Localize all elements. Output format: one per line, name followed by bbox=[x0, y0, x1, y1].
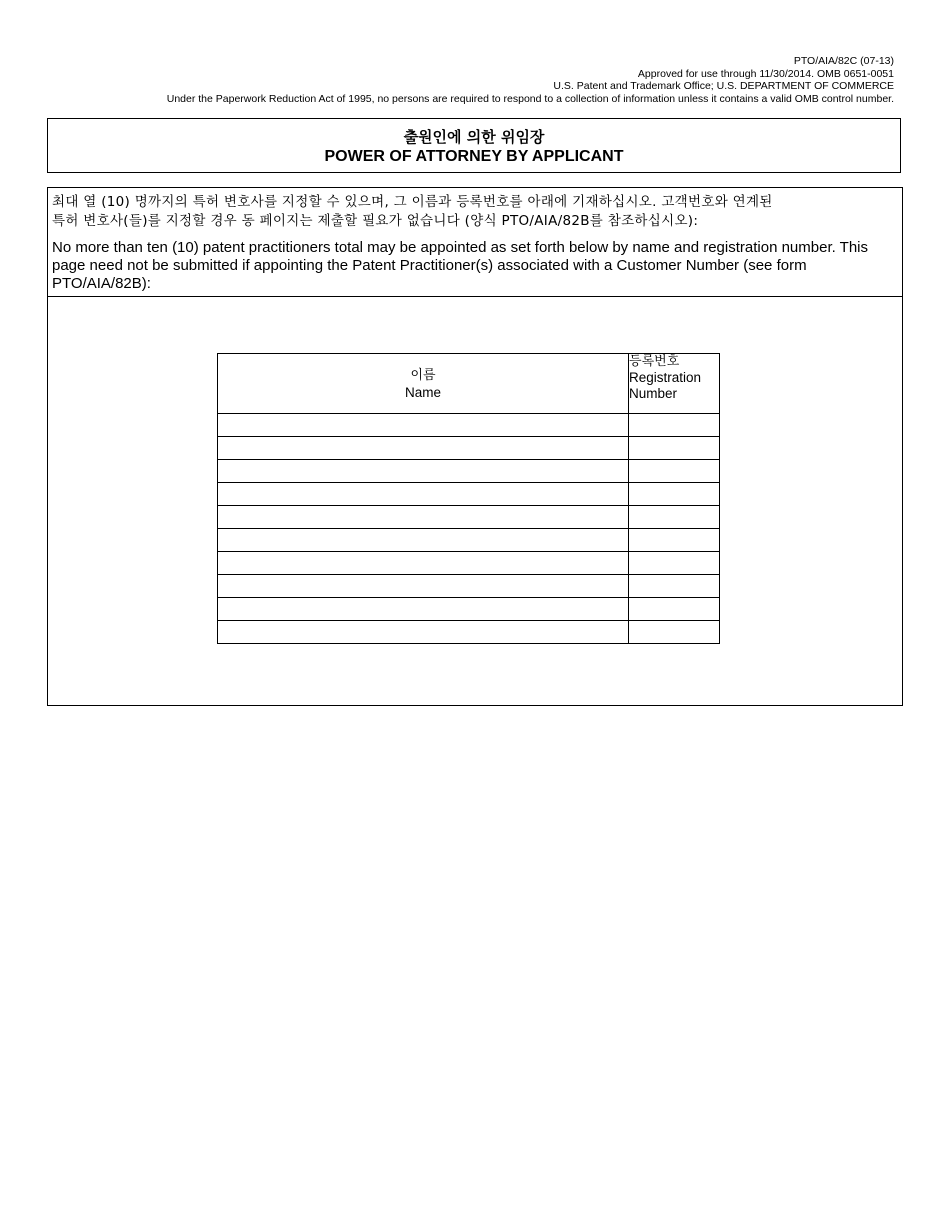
paperwork-notice: Under the Paperwork Reduction Act of 1995, no persons are required to respond to a collection of information unless it contains a valid OMB control number. bbox=[166, 92, 894, 105]
name-cell bbox=[218, 552, 629, 575]
agency-name: U.S. Patent and Trademark Office; U.S. DEPARTMENT OF COMMERCE bbox=[553, 80, 894, 92]
name-header-korean: 이름 bbox=[410, 367, 436, 383]
registration-number-input[interactable] bbox=[629, 621, 719, 643]
instructions-korean bbox=[52, 193, 898, 231]
table-row bbox=[218, 621, 720, 644]
registration-cell bbox=[629, 437, 720, 460]
table-row bbox=[218, 598, 720, 621]
practitioner-name-input[interactable] bbox=[218, 529, 628, 551]
registration-cell bbox=[629, 483, 720, 506]
registration-cell bbox=[629, 552, 720, 575]
table-row bbox=[218, 460, 720, 483]
table-row bbox=[218, 529, 720, 552]
registration-column-header bbox=[629, 354, 720, 414]
name-cell bbox=[218, 529, 629, 552]
practitioner-table bbox=[217, 353, 720, 644]
practitioner-name-input[interactable] bbox=[218, 437, 628, 459]
form-header bbox=[74, 55, 894, 105]
instructions-korean-line-1: 최대 열 (10) 명까지의 특허 변호사를 지정할 수 있으며, 그 이름과 등록번호를 아래에 기재하십시오. 고객번호와 연계된 bbox=[52, 194, 773, 210]
registration-number-input[interactable] bbox=[629, 483, 719, 505]
practitioner-name-input[interactable] bbox=[218, 414, 628, 436]
table-row bbox=[218, 414, 720, 437]
practitioner-section bbox=[47, 187, 903, 706]
registration-header-korean: 등록번호 bbox=[629, 354, 680, 369]
registration-number-input[interactable] bbox=[629, 414, 719, 436]
name-cell bbox=[218, 437, 629, 460]
table-row bbox=[218, 552, 720, 575]
registration-number-input[interactable] bbox=[629, 506, 719, 528]
name-cell bbox=[218, 575, 629, 598]
registration-number-input[interactable] bbox=[629, 437, 719, 459]
registration-header-english-1: Registration bbox=[629, 370, 702, 385]
practitioner-name-input[interactable] bbox=[218, 460, 628, 482]
registration-header-english-2: Number bbox=[629, 386, 678, 401]
table-row bbox=[218, 575, 720, 598]
title-box bbox=[47, 118, 901, 173]
registration-number-input[interactable] bbox=[629, 575, 719, 597]
practitioner-name-input[interactable] bbox=[218, 575, 628, 597]
page-title: POWER OF ATTORNEY BY APPLICANT bbox=[324, 148, 624, 165]
registration-cell bbox=[629, 529, 720, 552]
registration-cell bbox=[629, 506, 720, 529]
registration-cell bbox=[629, 460, 720, 483]
registration-number-input[interactable] bbox=[629, 460, 719, 482]
name-header-english: Name bbox=[405, 384, 442, 400]
approval-notice: Approved for use through 11/30/2014. OMB 0651-0051 bbox=[637, 67, 894, 80]
form-number: PTO/AIA/82C (07-13) bbox=[793, 55, 894, 67]
registration-cell bbox=[629, 621, 720, 644]
page-title-korean: 출원인에 의한 위임장 bbox=[403, 128, 545, 146]
name-cell bbox=[218, 506, 629, 529]
registration-number-input[interactable] bbox=[629, 552, 719, 574]
practitioner-name-input[interactable] bbox=[218, 552, 628, 574]
practitioner-rows bbox=[218, 414, 720, 644]
practitioner-name-input[interactable] bbox=[218, 598, 628, 620]
practitioner-name-input[interactable] bbox=[218, 621, 628, 643]
name-cell bbox=[218, 414, 629, 437]
practitioner-name-input[interactable] bbox=[218, 506, 628, 528]
table-row bbox=[218, 437, 720, 460]
name-cell bbox=[218, 621, 629, 644]
registration-cell bbox=[629, 414, 720, 437]
name-cell bbox=[218, 598, 629, 621]
name-cell bbox=[218, 460, 629, 483]
registration-cell bbox=[629, 598, 720, 621]
instructions-english: No more than ten (10) patent practitioners total may be appointed as set forth below by name and registration number. This page need not be submitted if appointing the Patent Practitioner(s) associated with a Customer Number (see form PTO/AIA/82B): bbox=[52, 239, 869, 292]
instructions-korean-line-2: 특허 변호사(들)를 지정할 경우 동 페이지는 제출할 필요가 없습니다 (양식 PTO/AIA/82B를 참조하십시오): bbox=[52, 213, 699, 229]
instructions bbox=[48, 188, 902, 297]
registration-number-input[interactable] bbox=[629, 598, 719, 620]
registration-cell bbox=[629, 575, 720, 598]
registration-number-input[interactable] bbox=[629, 529, 719, 551]
name-cell bbox=[218, 483, 629, 506]
table-header-row bbox=[218, 354, 720, 414]
table-row bbox=[218, 483, 720, 506]
practitioner-name-input[interactable] bbox=[218, 483, 628, 505]
table-row bbox=[218, 506, 720, 529]
name-column-header bbox=[218, 354, 629, 414]
